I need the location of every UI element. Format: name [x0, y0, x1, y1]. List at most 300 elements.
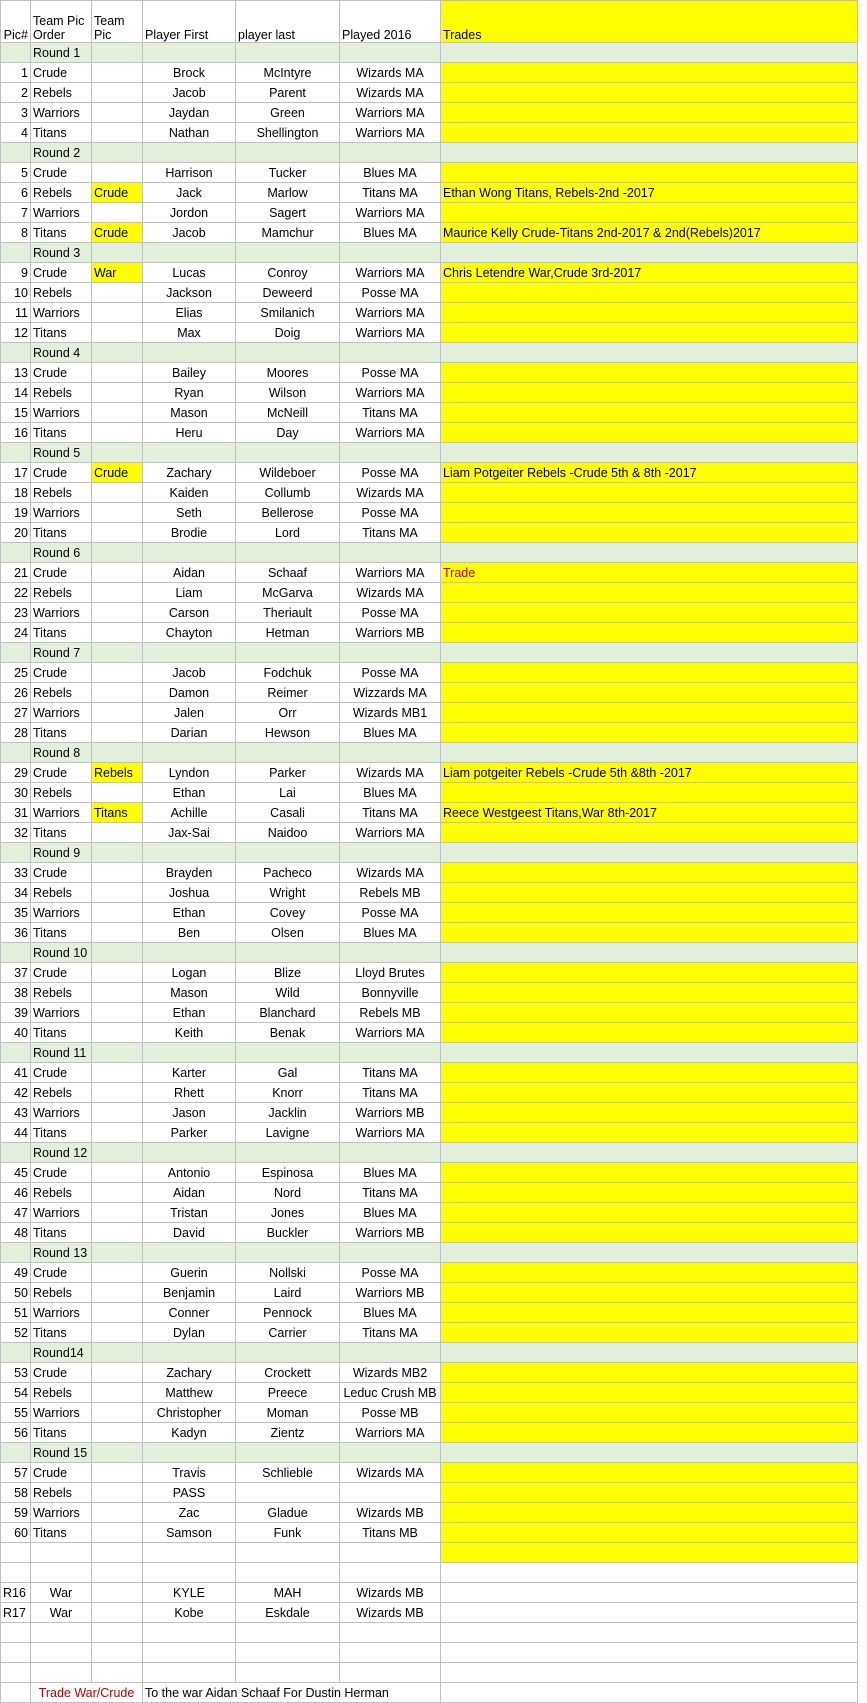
blank-cell[interactable] — [236, 1643, 340, 1663]
pick-team[interactable]: Crude — [31, 863, 92, 883]
pick-number[interactable]: 37 — [1, 963, 31, 983]
played-2016[interactable]: Posse MA — [340, 363, 441, 383]
played-2016[interactable]: Blues MA — [340, 163, 441, 183]
pick-team[interactable]: Crude — [31, 63, 92, 83]
blank-cell[interactable] — [143, 1663, 236, 1683]
played-2016[interactable]: Warriors MA — [340, 1423, 441, 1443]
pick-team-pic[interactable] — [92, 163, 143, 183]
round-blank-cell[interactable] — [1, 1143, 31, 1163]
played-2016[interactable]: Blues MA — [340, 223, 441, 243]
pick-number[interactable]: 16 — [1, 423, 31, 443]
played-2016[interactable]: Warriors MB — [340, 1223, 441, 1243]
round-fill-cell[interactable] — [92, 1143, 143, 1163]
pick-team[interactable]: Titans — [31, 323, 92, 343]
pick-team[interactable]: Rebels — [31, 483, 92, 503]
player-first[interactable]: Achille — [143, 803, 236, 823]
round-fill-cell[interactable] — [441, 543, 858, 563]
pick-team[interactable]: Warriors — [31, 303, 92, 323]
round-fill-cell[interactable] — [92, 843, 143, 863]
pick-number[interactable]: 31 — [1, 803, 31, 823]
pick-team-pic[interactable] — [92, 783, 143, 803]
pick-team[interactable]: Crude — [31, 563, 92, 583]
player-last[interactable]: Benak — [236, 1023, 340, 1043]
played-2016[interactable]: Titans MA — [340, 1083, 441, 1103]
pick-team-pic[interactable] — [92, 983, 143, 1003]
round-fill-cell[interactable] — [143, 43, 236, 63]
round-blank-cell[interactable] — [1, 743, 31, 763]
pick-team[interactable]: Warriors — [31, 1103, 92, 1123]
player-first[interactable]: Matthew — [143, 1383, 236, 1403]
player-last[interactable]: Fodchuk — [236, 663, 340, 683]
player-last[interactable]: Sagert — [236, 203, 340, 223]
player-first[interactable]: Mason — [143, 983, 236, 1003]
pick-team[interactable]: Crude — [31, 1263, 92, 1283]
player-first[interactable]: Seth — [143, 503, 236, 523]
trade-note[interactable]: Reece Westgeest Titans,War 8th-2017 — [441, 803, 858, 823]
round-fill-cell[interactable] — [340, 943, 441, 963]
pick-team-pic[interactable] — [92, 1123, 143, 1143]
pick-team[interactable]: Warriors — [31, 1203, 92, 1223]
blank-cell[interactable] — [92, 1543, 143, 1563]
round-fill-cell[interactable] — [236, 343, 340, 363]
pick-team-pic[interactable]: Rebels — [92, 763, 143, 783]
pick-team[interactable]: Titans — [31, 723, 92, 743]
pick-team[interactable]: Crude — [31, 463, 92, 483]
trade-note[interactable] — [441, 483, 858, 503]
pick-number[interactable]: 60 — [1, 1523, 31, 1543]
pick-team-pic[interactable] — [92, 1363, 143, 1383]
pick-team-pic[interactable] — [92, 1283, 143, 1303]
player-last[interactable]: Bellerose — [236, 503, 340, 523]
round-fill-cell[interactable] — [340, 543, 441, 563]
player-last[interactable]: Knorr — [236, 1083, 340, 1103]
blank-cell[interactable] — [441, 1623, 858, 1643]
played-2016[interactable]: Blues MA — [340, 723, 441, 743]
pick-team[interactable]: Crude — [31, 1463, 92, 1483]
trade-note[interactable] — [441, 1423, 858, 1443]
player-last[interactable]: Preece — [236, 1383, 340, 1403]
played-2016[interactable]: Titans MA — [340, 523, 441, 543]
pick-number[interactable]: 42 — [1, 1083, 31, 1103]
pick-team-pic[interactable] — [92, 403, 143, 423]
extra-player-last[interactable]: MAH — [236, 1583, 340, 1603]
round-label[interactable]: Round 3 — [31, 243, 92, 263]
pick-team[interactable]: Rebels — [31, 83, 92, 103]
player-first[interactable]: Tristan — [143, 1203, 236, 1223]
pick-team[interactable]: Warriors — [31, 903, 92, 923]
pick-team[interactable]: Titans — [31, 1323, 92, 1343]
trade-note[interactable] — [441, 1003, 858, 1023]
trade-note[interactable] — [441, 1223, 858, 1243]
player-last[interactable]: Parent — [236, 83, 340, 103]
player-first[interactable]: Ryan — [143, 383, 236, 403]
player-first[interactable]: Karter — [143, 1063, 236, 1083]
pick-team-pic[interactable] — [92, 303, 143, 323]
pick-team[interactable]: Rebels — [31, 983, 92, 1003]
player-first[interactable]: Keith — [143, 1023, 236, 1043]
blank-cell[interactable] — [340, 1543, 441, 1563]
pick-team[interactable]: Crude — [31, 363, 92, 383]
pick-number[interactable]: 51 — [1, 1303, 31, 1323]
pick-team-pic[interactable] — [92, 1403, 143, 1423]
pick-number[interactable]: 43 — [1, 1103, 31, 1123]
played-2016[interactable]: Wizards MB1 — [340, 703, 441, 723]
trade-note[interactable]: Trade — [441, 563, 858, 583]
player-last[interactable]: Espinosa — [236, 1163, 340, 1183]
player-first[interactable]: Jacob — [143, 223, 236, 243]
round-fill-cell[interactable] — [143, 1143, 236, 1163]
played-2016[interactable]: Wizards MA — [340, 483, 441, 503]
pick-team-pic[interactable] — [92, 1003, 143, 1023]
played-2016[interactable]: Posse MA — [340, 283, 441, 303]
played-2016[interactable]: Blues MA — [340, 783, 441, 803]
trade-note[interactable] — [441, 363, 858, 383]
round-fill-cell[interactable] — [340, 743, 441, 763]
blank-cell[interactable] — [340, 1643, 441, 1663]
round-fill-cell[interactable] — [92, 1043, 143, 1063]
blank-cell[interactable] — [340, 1623, 441, 1643]
pick-number[interactable]: 19 — [1, 503, 31, 523]
player-last[interactable]: Theriault — [236, 603, 340, 623]
trade-note[interactable]: Chris Letendre War,Crude 3rd-2017 — [441, 263, 858, 283]
pick-team-pic[interactable]: War — [92, 263, 143, 283]
round-blank-cell[interactable] — [1, 143, 31, 163]
pick-team[interactable]: Rebels — [31, 683, 92, 703]
player-first[interactable]: Lyndon — [143, 763, 236, 783]
played-2016[interactable]: Warriors MA — [340, 103, 441, 123]
blank-cell[interactable] — [92, 1563, 143, 1583]
pick-team-pic[interactable] — [92, 1163, 143, 1183]
pick-team[interactable]: Rebels — [31, 1183, 92, 1203]
pick-team[interactable]: Rebels — [31, 783, 92, 803]
player-last[interactable]: Tucker — [236, 163, 340, 183]
pick-team-pic[interactable] — [92, 563, 143, 583]
pick-team-pic[interactable] — [92, 1483, 143, 1503]
round-label[interactable]: Round 15 — [31, 1443, 92, 1463]
pick-team-pic[interactable] — [92, 1323, 143, 1343]
trade-note[interactable] — [441, 1523, 858, 1543]
header-pick[interactable]: Pic# — [1, 1, 31, 43]
pick-team-pic[interactable] — [92, 963, 143, 983]
player-last[interactable]: Zientz — [236, 1423, 340, 1443]
pick-number[interactable]: 57 — [1, 1463, 31, 1483]
round-fill-cell[interactable] — [340, 1443, 441, 1463]
round-fill-cell[interactable] — [340, 843, 441, 863]
blank-cell[interactable] — [340, 1563, 441, 1583]
played-2016[interactable]: Wizards MA — [340, 83, 441, 103]
player-first[interactable]: Nathan — [143, 123, 236, 143]
blank-cell[interactable] — [236, 1663, 340, 1683]
pick-team-pic[interactable] — [92, 103, 143, 123]
pick-number[interactable]: 45 — [1, 1163, 31, 1183]
round-fill-cell[interactable] — [92, 743, 143, 763]
pick-team[interactable]: Rebels — [31, 383, 92, 403]
player-first[interactable]: Parker — [143, 1123, 236, 1143]
round-fill-cell[interactable] — [92, 543, 143, 563]
round-label[interactable]: Round 12 — [31, 1143, 92, 1163]
pick-team-pic[interactable] — [92, 63, 143, 83]
round-fill-cell[interactable] — [340, 443, 441, 463]
player-last[interactable]: Moores — [236, 363, 340, 383]
player-first[interactable]: Travis — [143, 1463, 236, 1483]
round-label[interactable]: Round 2 — [31, 143, 92, 163]
player-last[interactable]: McIntyre — [236, 63, 340, 83]
player-last[interactable]: Nollski — [236, 1263, 340, 1283]
played-2016[interactable]: Posse MB — [340, 1403, 441, 1423]
trade-note[interactable] — [441, 723, 858, 743]
round-label[interactable]: Round 11 — [31, 1043, 92, 1063]
player-first[interactable]: Carson — [143, 603, 236, 623]
pick-team[interactable]: Warriors — [31, 1503, 92, 1523]
played-2016[interactable]: Blues MA — [340, 923, 441, 943]
round-label[interactable]: Round 5 — [31, 443, 92, 463]
round-fill-cell[interactable] — [441, 1143, 858, 1163]
round-fill-cell[interactable] — [236, 143, 340, 163]
pick-number[interactable]: 15 — [1, 403, 31, 423]
extra-played-2016[interactable]: Wizards MB — [340, 1603, 441, 1623]
player-last[interactable]: Buckler — [236, 1223, 340, 1243]
pick-number[interactable]: 50 — [1, 1283, 31, 1303]
pick-team[interactable]: Warriors — [31, 103, 92, 123]
trade-note[interactable] — [441, 63, 858, 83]
pick-team[interactable]: Rebels — [31, 183, 92, 203]
blank-cell[interactable] — [31, 1623, 92, 1643]
player-first[interactable]: Aidan — [143, 1183, 236, 1203]
round-fill-cell[interactable] — [92, 443, 143, 463]
round-fill-cell[interactable] — [340, 243, 441, 263]
played-2016[interactable]: Rebels MB — [340, 1003, 441, 1023]
blank-cell[interactable] — [1, 1543, 31, 1563]
player-first[interactable]: Zac — [143, 1503, 236, 1523]
extra-played-2016[interactable]: Wizards MB — [340, 1583, 441, 1603]
round-fill-cell[interactable] — [143, 343, 236, 363]
round-fill-cell[interactable] — [143, 443, 236, 463]
blank-cell[interactable] — [143, 1563, 236, 1583]
pick-team-pic[interactable] — [92, 1383, 143, 1403]
played-2016[interactable]: Warriors MB — [340, 623, 441, 643]
trade-note[interactable] — [441, 83, 858, 103]
trade-note[interactable] — [441, 123, 858, 143]
trade-note[interactable] — [441, 1463, 858, 1483]
round-fill-cell[interactable] — [340, 1143, 441, 1163]
pick-team-pic[interactable]: Crude — [92, 463, 143, 483]
pick-team-pic[interactable] — [92, 883, 143, 903]
pick-team-pic[interactable]: Titans — [92, 803, 143, 823]
footer-trade-note[interactable]: To the war Aidan Schaaf For Dustin Herman — [143, 1683, 441, 1703]
player-last[interactable]: Pennock — [236, 1303, 340, 1323]
pick-team[interactable]: Warriors — [31, 403, 92, 423]
trade-note[interactable] — [441, 923, 858, 943]
player-first[interactable]: Mason — [143, 403, 236, 423]
played-2016[interactable]: Blues MA — [340, 1163, 441, 1183]
round-fill-cell[interactable] — [236, 1043, 340, 1063]
round-label[interactable]: Round 9 — [31, 843, 92, 863]
pick-team[interactable]: Warriors — [31, 1003, 92, 1023]
trade-note[interactable] — [441, 903, 858, 923]
pick-team-pic[interactable] — [92, 1503, 143, 1523]
trade-note[interactable] — [441, 403, 858, 423]
player-last[interactable]: Orr — [236, 703, 340, 723]
round-fill-cell[interactable] — [441, 843, 858, 863]
played-2016[interactable]: Titans MA — [340, 183, 441, 203]
pick-number[interactable]: 29 — [1, 763, 31, 783]
player-first[interactable]: Max — [143, 323, 236, 343]
pick-number[interactable]: 33 — [1, 863, 31, 883]
extra-player-first[interactable]: Kobe — [143, 1603, 236, 1623]
pick-number[interactable]: 59 — [1, 1503, 31, 1523]
pick-number[interactable]: 3 — [1, 103, 31, 123]
pick-number[interactable]: 34 — [1, 883, 31, 903]
played-2016[interactable]: Warriors MA — [340, 1123, 441, 1143]
pick-number[interactable]: 54 — [1, 1383, 31, 1403]
pick-team[interactable]: Rebels — [31, 283, 92, 303]
pick-team[interactable]: Warriors — [31, 1303, 92, 1323]
player-last[interactable]: Green — [236, 103, 340, 123]
round-fill-cell[interactable] — [143, 243, 236, 263]
pick-team[interactable]: Crude — [31, 963, 92, 983]
trade-note[interactable] — [441, 103, 858, 123]
pick-team-pic[interactable] — [92, 923, 143, 943]
trade-note[interactable] — [441, 663, 858, 683]
pick-team-pic[interactable] — [92, 1303, 143, 1323]
trade-note[interactable] — [441, 703, 858, 723]
trade-note[interactable] — [441, 1123, 858, 1143]
pick-number[interactable]: 55 — [1, 1403, 31, 1423]
player-last[interactable]: Marlow — [236, 183, 340, 203]
player-first[interactable]: Zachary — [143, 463, 236, 483]
pick-team[interactable]: Titans — [31, 1123, 92, 1143]
trade-note[interactable]: Liam Potgeiter Rebels -Crude 5th & 8th -2017 — [441, 463, 858, 483]
round-fill-cell[interactable] — [236, 1443, 340, 1463]
pick-team-pic[interactable] — [92, 123, 143, 143]
player-last[interactable]: Wild — [236, 983, 340, 1003]
played-2016[interactable]: Posse MA — [340, 503, 441, 523]
player-first[interactable]: Ben — [143, 923, 236, 943]
blank-cell[interactable] — [236, 1623, 340, 1643]
played-2016[interactable]: Warriors MA — [340, 203, 441, 223]
player-first[interactable]: Darian — [143, 723, 236, 743]
round-fill-cell[interactable] — [236, 443, 340, 463]
blank-cell[interactable] — [1, 1643, 31, 1663]
round-label[interactable]: Round 6 — [31, 543, 92, 563]
blank-cell[interactable] — [441, 1563, 858, 1583]
player-last[interactable]: Jacklin — [236, 1103, 340, 1123]
player-last[interactable]: Lord — [236, 523, 340, 543]
pick-number[interactable]: 10 — [1, 283, 31, 303]
player-last[interactable]: Schlieble — [236, 1463, 340, 1483]
trade-note[interactable] — [441, 1363, 858, 1383]
player-last[interactable]: Blanchard — [236, 1003, 340, 1023]
player-last[interactable]: Gladue — [236, 1503, 340, 1523]
round-blank-cell[interactable] — [1, 1243, 31, 1263]
blank-cell[interactable] — [143, 1623, 236, 1643]
player-first[interactable]: Guerin — [143, 1263, 236, 1283]
trade-note[interactable] — [441, 1263, 858, 1283]
played-2016[interactable]: Wizards MA — [340, 1463, 441, 1483]
pick-team[interactable]: Warriors — [31, 603, 92, 623]
pick-number[interactable]: 36 — [1, 923, 31, 943]
extra-pick-number[interactable]: R16 — [1, 1583, 31, 1603]
round-fill-cell[interactable] — [236, 1143, 340, 1163]
played-2016[interactable]: Lloyd Brutes — [340, 963, 441, 983]
trade-note[interactable]: Maurice Kelly Crude-Titans 2nd-2017 & 2nd(Rebels)2017 — [441, 223, 858, 243]
round-label[interactable]: Round 13 — [31, 1243, 92, 1263]
extra-trade-note[interactable] — [441, 1583, 858, 1603]
header-first[interactable]: Player First — [143, 1, 236, 43]
trade-note[interactable] — [441, 583, 858, 603]
pick-number[interactable]: 46 — [1, 1183, 31, 1203]
pick-number[interactable]: 25 — [1, 663, 31, 683]
trade-note[interactable] — [441, 1483, 858, 1503]
pick-team-pic[interactable] — [92, 1203, 143, 1223]
round-fill-cell[interactable] — [92, 243, 143, 263]
player-first[interactable]: Jacob — [143, 663, 236, 683]
round-blank-cell[interactable] — [1, 1343, 31, 1363]
blank-cell[interactable] — [236, 1563, 340, 1583]
round-blank-cell[interactable] — [1, 1443, 31, 1463]
played-2016[interactable]: Warriors MB — [340, 1283, 441, 1303]
pick-number[interactable]: 24 — [1, 623, 31, 643]
pick-team-pic[interactable] — [92, 1463, 143, 1483]
player-last[interactable]: Doig — [236, 323, 340, 343]
footer-trade-label[interactable]: Trade War/Crude — [31, 1683, 143, 1703]
pick-number[interactable]: 6 — [1, 183, 31, 203]
round-fill-cell[interactable] — [236, 843, 340, 863]
player-first[interactable]: Liam — [143, 583, 236, 603]
player-first[interactable]: Dylan — [143, 1323, 236, 1343]
pick-number[interactable]: 32 — [1, 823, 31, 843]
player-first[interactable]: Damon — [143, 683, 236, 703]
played-2016[interactable]: Posse MA — [340, 463, 441, 483]
round-fill-cell[interactable] — [441, 343, 858, 363]
trade-note[interactable] — [441, 963, 858, 983]
played-2016[interactable]: Warriors MA — [340, 263, 441, 283]
pick-number[interactable]: 38 — [1, 983, 31, 1003]
round-fill-cell[interactable] — [441, 443, 858, 463]
pick-team-pic[interactable] — [92, 603, 143, 623]
pick-team[interactable]: Warriors — [31, 503, 92, 523]
trade-note[interactable] — [441, 1183, 858, 1203]
round-fill-cell[interactable] — [92, 1343, 143, 1363]
pick-team-pic[interactable] — [92, 1063, 143, 1083]
player-last[interactable]: Lai — [236, 783, 340, 803]
round-blank-cell[interactable] — [1, 243, 31, 263]
round-blank-cell[interactable] — [1, 943, 31, 963]
round-fill-cell[interactable] — [441, 143, 858, 163]
pick-team-pic[interactable] — [92, 1223, 143, 1243]
player-last[interactable]: Reimer — [236, 683, 340, 703]
round-fill-cell[interactable] — [340, 1243, 441, 1263]
player-last[interactable]: Lavigne — [236, 1123, 340, 1143]
player-last[interactable]: Laird — [236, 1283, 340, 1303]
round-fill-cell[interactable] — [441, 1043, 858, 1063]
round-label[interactable]: Round 10 — [31, 943, 92, 963]
played-2016[interactable]: Posse MA — [340, 603, 441, 623]
round-fill-cell[interactable] — [143, 543, 236, 563]
trade-note[interactable] — [441, 1403, 858, 1423]
player-last[interactable]: Moman — [236, 1403, 340, 1423]
played-2016[interactable]: Warriors MA — [340, 423, 441, 443]
round-fill-cell[interactable] — [236, 543, 340, 563]
played-2016[interactable]: Wizards MB — [340, 1503, 441, 1523]
pick-team-pic[interactable] — [92, 283, 143, 303]
player-first[interactable]: Lucas — [143, 263, 236, 283]
blank-cell[interactable] — [236, 1543, 340, 1563]
round-fill-cell[interactable] — [143, 1243, 236, 1263]
round-fill-cell[interactable] — [92, 343, 143, 363]
pick-number[interactable]: 26 — [1, 683, 31, 703]
blank-cell[interactable] — [92, 1643, 143, 1663]
